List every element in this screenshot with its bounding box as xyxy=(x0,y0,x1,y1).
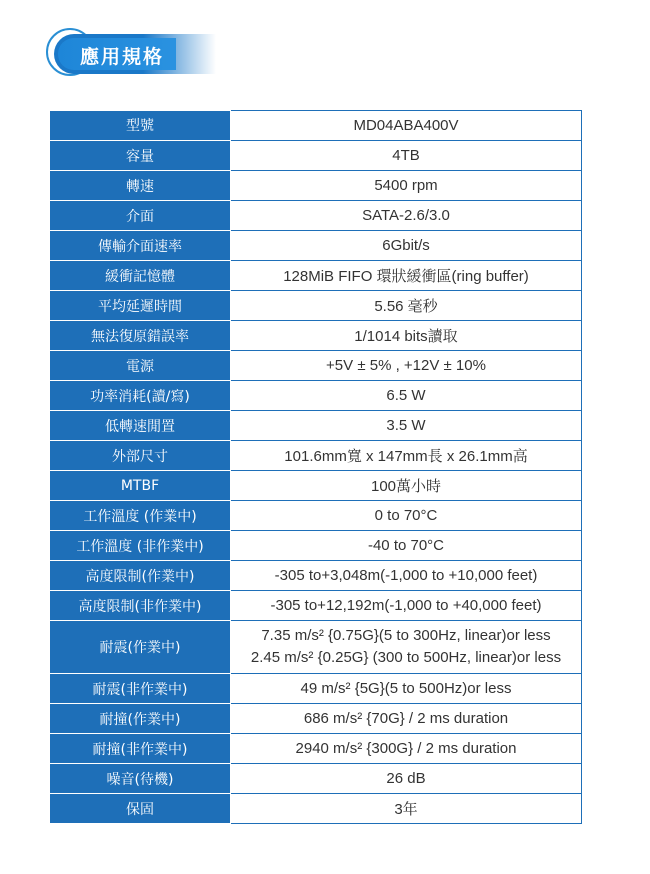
table-row xyxy=(50,411,582,441)
spec-value: 101.6mm寬 x 147mm長 x 26.1mm高 xyxy=(231,441,582,471)
table-row xyxy=(50,291,582,321)
table-row xyxy=(50,321,582,351)
spec-value: 686 m/s² {70G} / 2 ms duration xyxy=(231,704,582,734)
badge-bar xyxy=(54,34,216,74)
spec-label: MTBF xyxy=(50,471,231,501)
spec-label: 低轉速閒置 xyxy=(50,411,231,441)
spec-label: 介面 xyxy=(50,201,231,231)
spec-value: 3年 xyxy=(231,794,582,824)
spec-label: 保固 xyxy=(50,794,231,824)
spec-label: 高度限制(作業中) xyxy=(50,561,231,591)
spec-value: 49 m/s² {5G}(5 to 500Hz)or less xyxy=(231,674,582,704)
spec-table xyxy=(50,110,582,824)
spec-value: 0 to 70°C xyxy=(231,501,582,531)
spec-label: 高度限制(非作業中) xyxy=(50,591,231,621)
spec-label: 型號 xyxy=(50,111,231,141)
spec-value: -40 to 70°C xyxy=(231,531,582,561)
spec-label: 外部尺寸 xyxy=(50,441,231,471)
spec-value: MD04ABA400V xyxy=(231,111,582,141)
spec-label: 平均延遲時間 xyxy=(50,291,231,321)
spec-value: 6Gbit/s xyxy=(231,231,582,261)
spec-value: +5V ± 5% , +12V ± 10% xyxy=(231,351,582,381)
table-row xyxy=(50,764,582,794)
table-row xyxy=(50,141,582,171)
table-row xyxy=(50,441,582,471)
spec-label: 轉速 xyxy=(50,171,231,201)
spec-value-line-2: 2.45 m/s² {0.25G} (300 to 500Hz, linear)or less xyxy=(250,649,562,666)
spec-value: 4TB xyxy=(231,141,582,171)
spec-label: 容量 xyxy=(50,141,231,171)
table-row xyxy=(50,561,582,591)
spec-value: 100萬小時 xyxy=(231,471,582,501)
table-row xyxy=(50,674,582,704)
spec-label: 噪音(待機) xyxy=(50,764,231,794)
spec-value: -305 to+3,048m(-1,000 to +10,000 feet) xyxy=(231,561,582,591)
table-row xyxy=(50,261,582,291)
table-row xyxy=(50,351,582,381)
table-row xyxy=(50,734,582,764)
spec-label: 電源 xyxy=(50,351,231,381)
table-row xyxy=(50,704,582,734)
spec-value: 3.5 W xyxy=(231,411,582,441)
spec-label: 工作溫度 (作業中) xyxy=(50,501,231,531)
table-row xyxy=(50,471,582,501)
spec-value: SATA-2.6/3.0 xyxy=(231,201,582,231)
spec-value: 1/1014 bits讀取 xyxy=(231,321,582,351)
table-row xyxy=(50,201,582,231)
table-row xyxy=(50,621,582,674)
table-row xyxy=(50,111,582,141)
spec-label: 耐撞(非作業中) xyxy=(50,734,231,764)
spec-value: 128MiB FIFO 環狀緩衝區(ring buffer) xyxy=(231,261,582,291)
spec-value: 6.5 W xyxy=(231,381,582,411)
table-row xyxy=(50,231,582,261)
table-row xyxy=(50,531,582,561)
spec-label: 緩衝記憶體 xyxy=(50,261,231,291)
table-row xyxy=(50,501,582,531)
spec-label: 耐撞(作業中) xyxy=(50,704,231,734)
table-row xyxy=(50,381,582,411)
spec-label: 耐震(非作業中) xyxy=(50,674,231,704)
spec-value: 26 dB xyxy=(231,764,582,794)
spec-value: -305 to+12,192m(-1,000 to +40,000 feet) xyxy=(231,591,582,621)
spec-label: 無法復原錯誤率 xyxy=(50,321,231,351)
spec-label: 工作溫度 (非作業中) xyxy=(50,531,231,561)
table-row xyxy=(50,591,582,621)
spec-value: 5.56 毫秒 xyxy=(231,291,582,321)
table-row xyxy=(50,794,582,824)
spec-value-line-1: 7.35 m/s² {0.75G}(5 to 300Hz, linear)or less xyxy=(261,627,551,644)
section-title: 應用規格 xyxy=(80,46,165,68)
table-row xyxy=(50,171,582,201)
spec-label: 功率消耗(讀/寫) xyxy=(50,381,231,411)
spec-value-multiline xyxy=(231,621,582,674)
spec-value: 5400 rpm xyxy=(231,171,582,201)
spec-label: 傳輸介面速率 xyxy=(50,231,231,261)
section-header-badge xyxy=(46,28,216,78)
spec-label: 耐震(作業中) xyxy=(50,621,231,674)
spec-value: 2940 m/s² {300G} / 2 ms duration xyxy=(231,734,582,764)
